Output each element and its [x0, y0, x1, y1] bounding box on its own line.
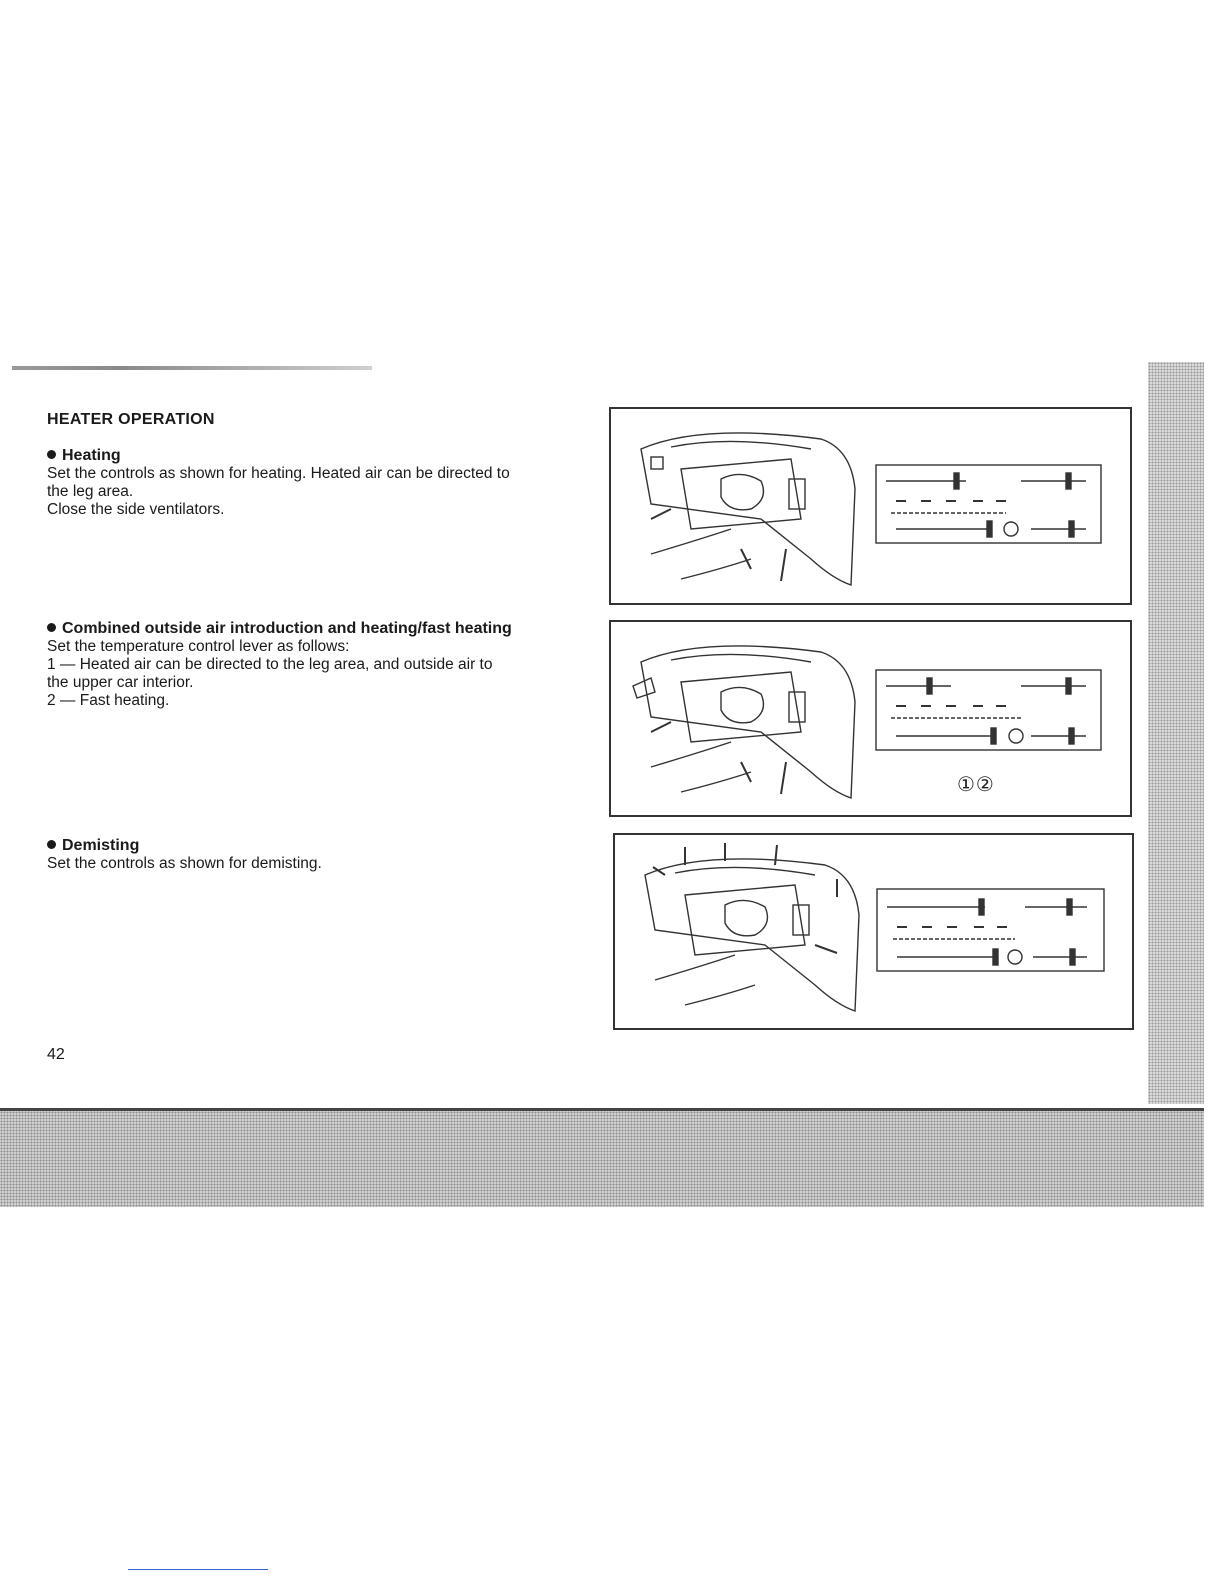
page-number: 42: [47, 1046, 65, 1063]
dashboard-illustration: [641, 433, 855, 585]
control-panel-illustration: [877, 889, 1104, 971]
bullet-icon: [47, 840, 56, 849]
control-panel-illustration: [876, 670, 1101, 750]
section-line: 1 — Heated air can be directed to the leg area, and outside air to: [47, 656, 493, 673]
bullet-icon: [47, 450, 56, 459]
section-line: Set the controls as shown for heating. Heated air can be directed to: [47, 465, 510, 482]
section-line: the upper car interior.: [47, 674, 194, 691]
section-line: Set the controls as shown for demisting.: [47, 855, 322, 872]
figure-combined-fast-heating: [609, 620, 1132, 817]
bullet-icon: [47, 623, 56, 632]
section-line: 2 — Fast heating.: [47, 692, 170, 709]
section-combined-heating: [47, 619, 607, 710]
section-title: Heating: [47, 446, 587, 465]
scan-bottom-band: [0, 1108, 1204, 1207]
section-title: Combined outside air introduction and heating/fast heating: [47, 619, 607, 638]
section-line: Close the side ventilators.: [47, 501, 225, 518]
scan-edge-strip: [1148, 362, 1204, 1104]
figure-demisting: [613, 833, 1134, 1030]
dashboard-illustration: [633, 646, 855, 798]
section-title: Demisting: [47, 836, 587, 855]
figure-heating: [609, 407, 1132, 605]
top-rule: [12, 366, 372, 370]
dashboard-illustration: [645, 843, 859, 1011]
section-line: Set the temperature control lever as follows:: [47, 638, 350, 655]
section-line: the leg area.: [47, 483, 134, 500]
step-markers: ①②: [957, 772, 995, 796]
control-panel-illustration: [876, 465, 1101, 543]
section-heating: [47, 446, 587, 519]
section-demisting: [47, 836, 587, 873]
bottom-underline: [128, 1569, 268, 1570]
page-title: HEATER OPERATION: [47, 411, 215, 428]
